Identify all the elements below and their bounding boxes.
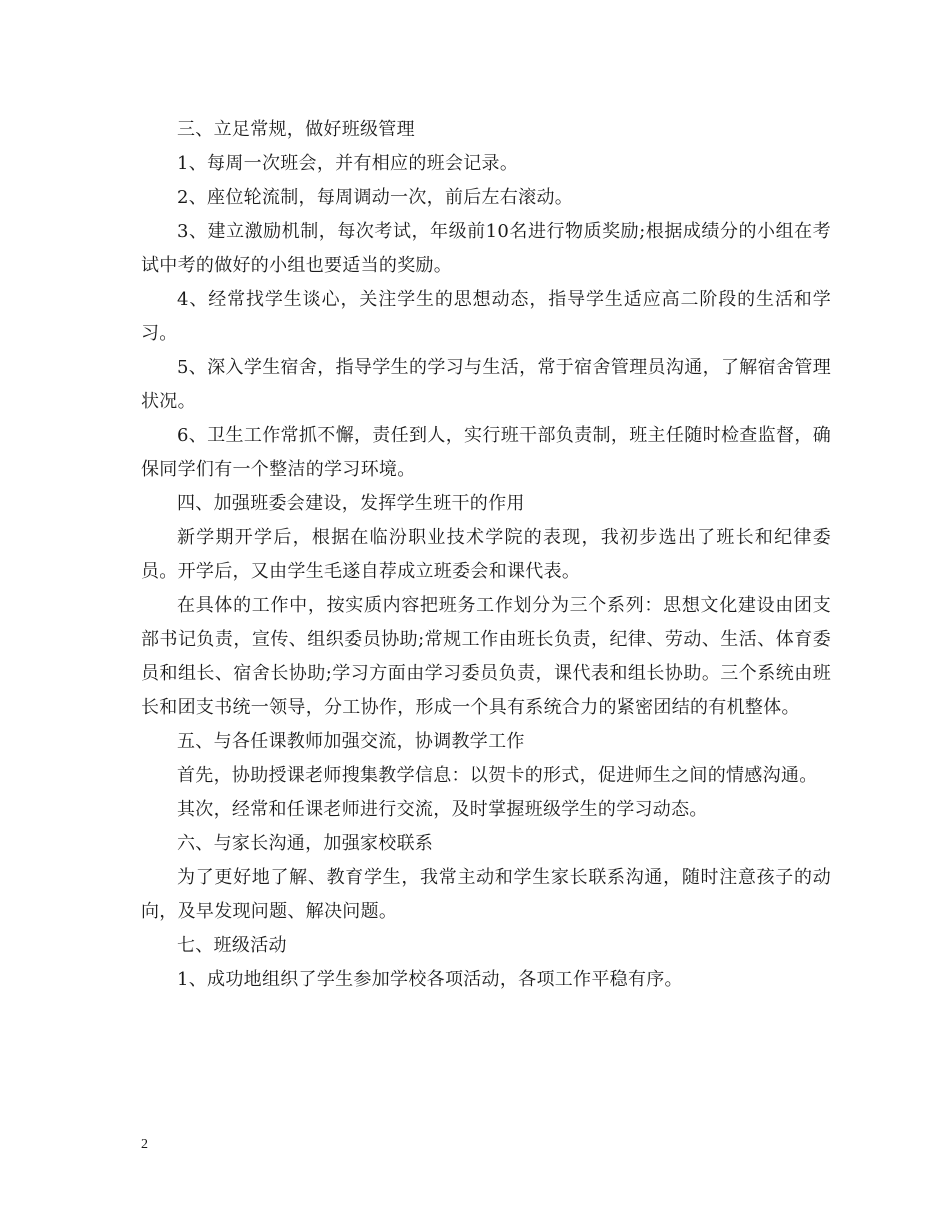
paragraph: 在具体的工作中，按实质内容把班务工作划分为三个系列：思想文化建设由团支部书记负责，宣传、组织委员协助;常规工作由班长负责，纪律、劳动、生活、体育委员和组长、宿舍长协助;学习方面由学习委员负责，课代表和组长协助。三个系统由班长和团支书统一领导，分工协作，形成一个具有系统合力的紧密团结的有机整体。 [141,595,831,718]
paragraph: 为了更好地了解、教育学生，我常主动和学生家长联系沟通，随时注意孩子的动向，及早发现问题、解决问题。 [141,867,831,922]
section-heading: 三、立足常规，做好班级管理 [177,119,415,140]
page-number: 2 [141,1137,148,1152]
paragraph: 4、经常找学生谈心，关注学生的思想动态，指导学生适应高二阶段的生活和学习。 [141,289,831,344]
paragraph: 其次，经常和任课老师进行交流，及时掌握班级学生的学习动态。 [177,799,708,820]
paragraph: 1、成功地组织了学生参加学校各项活动，各项工作平稳有序。 [177,969,683,990]
section-heading: 七、班级活动 [177,935,287,956]
document-body [141,113,831,997]
paragraph: 6、卫生工作常抓不懈，责任到人，实行班干部负责制，班主任随时检查监督，确保同学们有一个整洁的学习环境。 [141,425,831,480]
section-heading: 五、与各任课教师加强交流，协调教学工作 [177,731,525,752]
paragraph: 首先，协助授课老师搜集教学信息：以贺卡的形式，促进师生之间的情感沟通。 [177,765,818,786]
paragraph: 3、建立激励机制，每次考试，年级前10名进行物质奖励;根据成绩分的小组在考试中考的做好的小组也要适当的奖励。 [141,221,831,276]
paragraph: 新学期开学后，根据在临汾职业技术学院的表现，我初步选出了班长和纪律委员。开学后，又由学生毛遂自荐成立班委会和课代表。 [141,527,831,582]
section-heading: 四、加强班委会建设，发挥学生班干的作用 [177,493,525,514]
section-heading: 六、与家长沟通，加强家校联系 [177,833,434,854]
paragraph: 1、每周一次班会，并有相应的班会记录。 [177,153,519,174]
paragraph: 2、座位轮流制，每周调动一次，前后左右滚动。 [177,187,574,208]
paragraph: 5、深入学生宿舍，指导学生的学习与生活，常于宿舍管理员沟通，了解宿舍管理状况。 [141,357,831,412]
